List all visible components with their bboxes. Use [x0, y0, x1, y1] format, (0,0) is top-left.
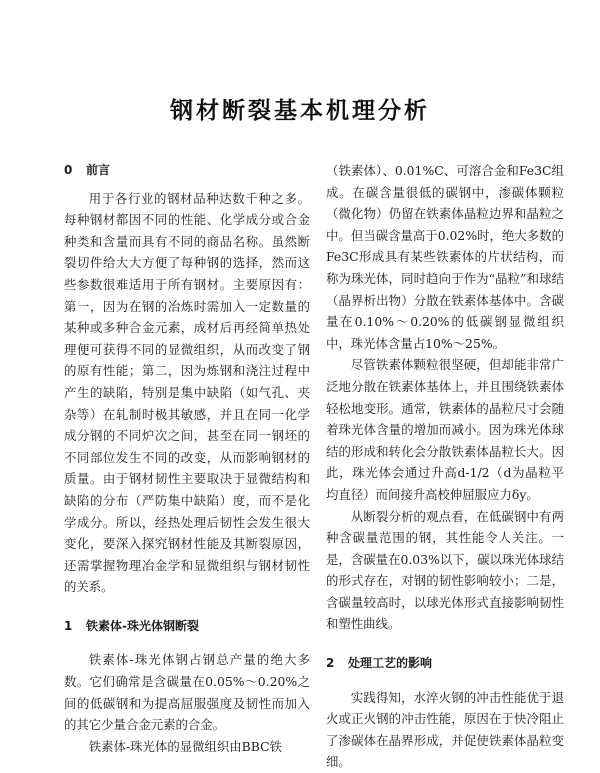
section-number: 0 — [64, 163, 73, 177]
section-title: 前言 — [86, 163, 111, 177]
section-number: 2 — [326, 656, 335, 671]
section-number: 1 — [64, 618, 73, 633]
section-heading-1 — [64, 616, 310, 638]
right-column — [326, 160, 564, 773]
paragraph: 实践得知，水淬火钢的冲击性能优于退火或正火钢的冲击性能，原因在于快冷阻止了渗碳体在晶界形成，并促使铁素体晶粒变细。 — [326, 689, 564, 770]
paragraph: 尽管铁素体颗粒很坚硬，但却能非常广泛地分散在铁素体基体上，并且围绕铁素体轻松地变形。通常，铁素体的晶粒尺寸会随着珠光体含量的增加而减小。因为珠光体球结的形成和转化会分散铁素体晶粒长大。因此，珠光体会通过升高d-1/2（d为晶粒平均直径）而间接升高校伸屈服应力δy。 — [326, 357, 564, 502]
section-heading-0 — [64, 160, 310, 182]
section-title: 铁素体-珠光体钢断裂 — [86, 618, 199, 633]
paragraph: 从断裂分析的观点看，在低碳钢中有两种含碳量范围的钢，其性能令人关注。一是，含碳量在0.03%以下，碳以珠光体球结的形式存在，对钢的韧性影响较小；二是，含碳量较高时，以球光体形式直接影响韧性和塑性曲线。 — [326, 508, 564, 632]
paragraph: 铁素体-珠光体钢占钢总产量的绝大多数。它们确常是含碳量在0.05%～0.20%之间的低碳钢和为提高屈服强度及韧性而加入的其它少量合金元素的合金。 — [64, 652, 310, 733]
paragraph-continued: （铁素体）、0.01%C、可溶合金和Fe3C组成。在碳含量很低的碳钢中，渗碳体颗粒（微化物）仍留在铁素体晶粒边界和晶粒之中。但当碳含量高于0.02%时，绝大多数的Fe3C形成具有某些铁素体的片状结构，而称为珠光体，同时趋向于作为“晶粒”和球结（晶界析出物）分散在铁素体基体中。含碳量在0.10%～0.20%的低碳钢显微组织中，珠光体含量占10%～25%。 — [326, 163, 564, 351]
left-column — [64, 160, 310, 757]
article-title: 钢材断裂基本机理分析 — [170, 98, 430, 124]
paragraph: 铁素体-珠光体的显微组织由BBC铁 — [88, 738, 282, 754]
section-title: 处理工艺的影响 — [348, 656, 433, 671]
section-heading-2 — [326, 653, 564, 675]
paragraph: 用于各行业的钢材品种达数千种之多。每种钢材都因不同的性能、化学成分或合金种类和含量而具有不同的商品名称。虽然断裂切件给大大方便了每种钢的选择，然而这些参数很难适用于所有钢材。主要原因有：第一，因为在钢的冶炼时需加入一定数量的某种或多种合金元素，成材后再经简单热处理便可获得不同的显微组织，从而改变了钢的原有性能；第二，因为炼钢和浇注过程中产生的缺陷，特别是集中缺陷（如气孔、夹杂等）在轧制时极其敏感，并且在同一化学成分钢的不同炉次之间，甚至在同一钢坯的不同部位发生不同的改变，从而影响钢材的质量。由于钢材韧性主要取决于显微结构和缺陷的分布（严防集中缺陷）度，而不是化学成分。所以，经热处理后韧性会发生很大变化，要深入探究钢材性能及其断裂原因，还需掌握物理冶金学和显微组织与钢材韧性的关系。 — [64, 190, 310, 595]
